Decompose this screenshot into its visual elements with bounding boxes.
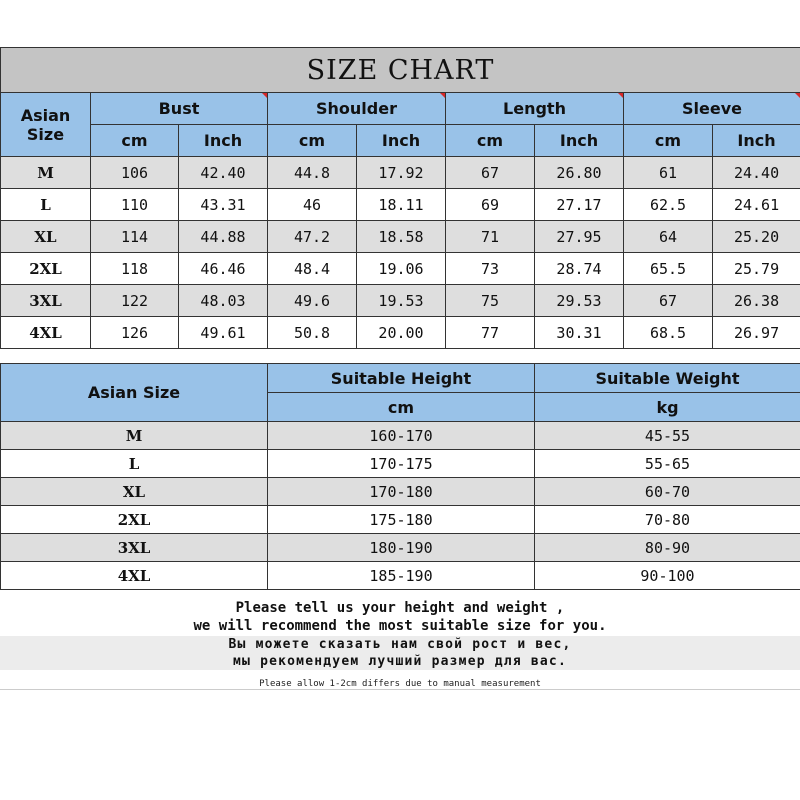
- shoulder-cm: 46: [268, 189, 357, 221]
- height-range: 170-180: [268, 478, 535, 506]
- table-row: [1, 422, 800, 450]
- bust-cm: 110: [91, 189, 179, 221]
- length-inch: 28.74: [535, 253, 624, 285]
- length-inch: 27.17: [535, 189, 624, 221]
- table-row: [1, 562, 800, 590]
- unit-header: Inch: [713, 125, 800, 157]
- length-cm: 67: [446, 157, 535, 189]
- sleeve-inch: 26.38: [713, 285, 800, 317]
- measurement-disclaimer: [0, 672, 800, 690]
- chart-title: SIZE CHART: [1, 48, 800, 93]
- length-inch: 30.31: [535, 317, 624, 349]
- weight-range: 45-55: [535, 422, 800, 450]
- asian-size-header: [1, 93, 91, 157]
- unit-header: cm: [624, 125, 713, 157]
- bust-cm: 122: [91, 285, 179, 317]
- length-cm: 69: [446, 189, 535, 221]
- bust-inch: 46.46: [179, 253, 268, 285]
- table-row: [1, 189, 800, 221]
- sleeve-inch: 26.97: [713, 317, 800, 349]
- asian-size-header: Asian Size: [1, 364, 268, 422]
- table-row: [1, 450, 800, 478]
- notes-section: [0, 597, 800, 691]
- shoulder-inch: 18.58: [357, 221, 446, 253]
- table-row: [1, 317, 800, 349]
- size-label: 2XL: [1, 506, 268, 534]
- bust-inch: 49.61: [179, 317, 268, 349]
- shoulder-inch: 19.53: [357, 285, 446, 317]
- bust-cm: 118: [91, 253, 179, 285]
- shoulder-cm: 49.6: [268, 285, 357, 317]
- size-label: 4XL: [1, 562, 268, 590]
- shoulder-inch: 20.00: [357, 317, 446, 349]
- russian-note: [0, 636, 800, 670]
- height-range: 180-190: [268, 534, 535, 562]
- length-header: Length: [446, 93, 624, 125]
- shoulder-cm: 44.8: [268, 157, 357, 189]
- weight-range: 90-100: [535, 562, 800, 590]
- bust-inch: 42.40: [179, 157, 268, 189]
- fit-recommendation-table: [0, 363, 800, 590]
- unit-header: cm: [268, 393, 535, 422]
- shoulder-inch: 17.92: [357, 157, 446, 189]
- sleeve-cm: 65.5: [624, 253, 713, 285]
- sleeve-cm: 68.5: [624, 317, 713, 349]
- height-range: 175-180: [268, 506, 535, 534]
- bust-cm: 106: [91, 157, 179, 189]
- sleeve-inch: 24.61: [713, 189, 800, 221]
- weight-range: 55-65: [535, 450, 800, 478]
- height-range: 170-175: [268, 450, 535, 478]
- english-note-line1: Please tell us your height and weight ,: [235, 600, 565, 616]
- table-row: [1, 157, 800, 189]
- asian-size-header-line2: Size: [26, 124, 65, 144]
- suitable-height-header: Suitable Height: [268, 364, 535, 393]
- size-label: XL: [1, 478, 268, 506]
- unit-header: cm: [446, 125, 535, 157]
- size-label: L: [1, 450, 268, 478]
- weight-range: 70-80: [535, 506, 800, 534]
- sleeve-cm: 62.5: [624, 189, 713, 221]
- bust-cm: 114: [91, 221, 179, 253]
- height-range: 185-190: [268, 562, 535, 590]
- table-row: [1, 285, 800, 317]
- unit-header: cm: [91, 125, 179, 157]
- english-note: [0, 597, 800, 636]
- weight-range: 60-70: [535, 478, 800, 506]
- size-label: XL: [1, 221, 91, 253]
- sleeve-cm: 67: [624, 285, 713, 317]
- sleeve-cm: 64: [624, 221, 713, 253]
- weight-range: 80-90: [535, 534, 800, 562]
- shoulder-cm: 47.2: [268, 221, 357, 253]
- size-label: 3XL: [1, 534, 268, 562]
- asian-size-header-line1: Asian: [20, 105, 71, 125]
- length-inch: 27.95: [535, 221, 624, 253]
- size-label: 3XL: [1, 285, 91, 317]
- size-label: M: [1, 157, 91, 189]
- length-cm: 75: [446, 285, 535, 317]
- suitable-weight-header: Suitable Weight: [535, 364, 800, 393]
- russian-note-line2: мы рекомендуем лучший размер для вас.: [233, 654, 567, 669]
- shoulder-header: Shoulder: [268, 93, 446, 125]
- sleeve-cm: 61: [624, 157, 713, 189]
- sleeve-header: Sleeve: [624, 93, 800, 125]
- shoulder-inch: 19.06: [357, 253, 446, 285]
- size-label: M: [1, 422, 268, 450]
- bust-cm: 126: [91, 317, 179, 349]
- table-row: [1, 253, 800, 285]
- table-row: [1, 221, 800, 253]
- length-cm: 73: [446, 253, 535, 285]
- sleeve-inch: 25.20: [713, 221, 800, 253]
- shoulder-cm: 48.4: [268, 253, 357, 285]
- unit-header: cm: [268, 125, 357, 157]
- unit-header: Inch: [179, 125, 268, 157]
- unit-header: Inch: [357, 125, 446, 157]
- length-inch: 26.80: [535, 157, 624, 189]
- bust-inch: 48.03: [179, 285, 268, 317]
- length-cm: 71: [446, 221, 535, 253]
- size-label: 2XL: [1, 253, 91, 285]
- bust-inch: 44.88: [179, 221, 268, 253]
- unit-header: kg: [535, 393, 800, 422]
- length-cm: 77: [446, 317, 535, 349]
- length-inch: 29.53: [535, 285, 624, 317]
- measurement-table: [0, 47, 800, 349]
- sleeve-inch: 24.40: [713, 157, 800, 189]
- measurement-disclaimer-text: Please allow 1-2cm differs due to manual measurement: [259, 679, 541, 689]
- table-row: [1, 478, 800, 506]
- english-note-line2: we will recommend the most suitable size for you.: [193, 618, 607, 634]
- unit-header: Inch: [535, 125, 624, 157]
- table-row: [1, 534, 800, 562]
- bust-header: Bust: [91, 93, 268, 125]
- shoulder-cm: 50.8: [268, 317, 357, 349]
- sleeve-inch: 25.79: [713, 253, 800, 285]
- shoulder-inch: 18.11: [357, 189, 446, 221]
- size-label: L: [1, 189, 91, 221]
- table-row: [1, 506, 800, 534]
- height-range: 160-170: [268, 422, 535, 450]
- russian-note-line1: Вы можете сказать нам свой рост и вес,: [228, 637, 572, 652]
- bust-inch: 43.31: [179, 189, 268, 221]
- size-label: 4XL: [1, 317, 91, 349]
